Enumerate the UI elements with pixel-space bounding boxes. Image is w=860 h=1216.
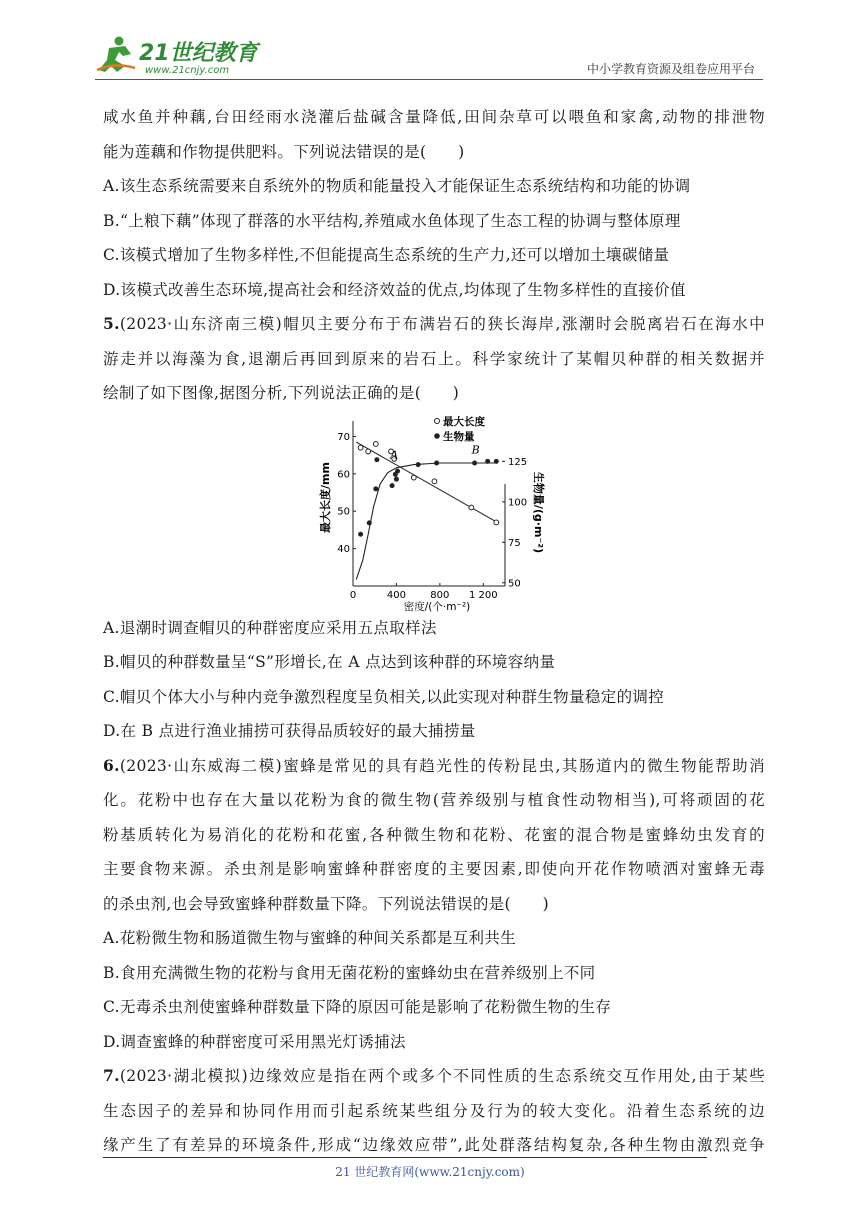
q5-number: 5.: [103, 314, 120, 333]
q5-option-a: A.退潮时调查帽贝的种群密度应采用五点取样法: [103, 618, 437, 637]
q6-option-b: B.食用充满微生物的花粉与食用无菌花粉的蜜蜂幼虫在营养级别上不同: [103, 963, 596, 982]
right-tick-label: 50: [508, 577, 521, 589]
q4-option-b: B.“上粮下藕”体现了群落的水平结构,养殖咸水鱼体现了生态工程的协调与整体原理: [103, 211, 681, 230]
q5-option-d: D.在 B 点进行渔业捕捞可获得品质较好的最大捕捞量: [103, 722, 476, 740]
biomass-point: [390, 483, 395, 488]
point-annotation: B: [471, 443, 480, 457]
biomass-point: [374, 457, 379, 462]
q6-option-c: C.无毒杀虫剂使蜜蜂种群数量下降的原因可能是影响了花粉微生物的生存: [103, 998, 612, 1016]
x-axis-label: 密度/(个·m⁻²): [403, 600, 471, 613]
chart-svg: [313, 411, 543, 611]
length-point: [411, 475, 416, 480]
left-tick-label: 50: [337, 506, 350, 518]
biomass-point: [416, 462, 421, 467]
q7-stem-line: 缘产生了有差异的环境条件,形成“边缘效应带”,此处群落结构复杂,各种生物由激烈竞争: [103, 1136, 765, 1154]
biomass-point: [395, 468, 400, 473]
q6-stem-text: (2023·山东威海二模)蜜蜂是常见的具有趋光性的传粉昆虫,其肠道内的微生物能帮助消: [119, 756, 765, 775]
right-axis-label: 生物量/(g·m⁻²): [532, 471, 545, 553]
q6-stem-line: 的杀虫剂,也会导致蜜蜂种群数量下降。下列说法错误的是( ): [103, 894, 550, 913]
biomass-point: [358, 531, 363, 536]
q6-option-a: A.花粉微生物和肠道微生物与蜜蜂的种间关系都是互利共生: [103, 929, 517, 947]
length-point: [358, 445, 363, 450]
q6-number: 6.: [103, 755, 120, 775]
length-point: [469, 505, 474, 510]
q5-stem-text: (2023·山东济南三模)帽贝主要分布于布满岩石的狭长海岸,涨潮时会脱离岩石在海水中: [119, 315, 765, 333]
q5-option-b: B.帽贝的种群数量呈“S”形增长,在 A 点达到该种群的环境容纳量: [103, 653, 556, 671]
footer-divider: [103, 1157, 707, 1158]
site-logo: [95, 32, 265, 76]
page-footer: 21 世纪教育网(www.21cnjy.com): [335, 1165, 525, 1179]
left-tick-label: 40: [337, 543, 350, 555]
length-point: [432, 478, 437, 483]
runner-icon: [97, 37, 135, 73]
left-tick-label: 70: [337, 431, 350, 443]
q6-stem-line: 化。花粉中也存在大量以花粉为食的微生物(营养级别与植食性动物相当),可将顽固的花: [103, 791, 765, 809]
q7-number: 7.: [103, 1066, 120, 1085]
x-tick-label: 0: [349, 589, 357, 601]
q6-stem-line: 粉基质转化为易消化的花粉和花蜜,各种微生物和花粉、花蜜的混合物是蜜蜂幼虫发育的: [103, 825, 765, 844]
q4-text-line: 咸水鱼并种藕,台田经雨水浇灌后盐碱含量降低,田间杂草可以喂鱼和家禽,动物的排泄物: [103, 108, 765, 126]
biomass-point: [472, 460, 477, 465]
right-tick-label: 75: [508, 537, 521, 549]
question-content: [103, 100, 765, 1163]
right-tick-label: 100: [508, 496, 528, 508]
q7-stem-line: 生态因子的差异和协同作用而引起系统某些组分及行为的较大变化。沿着生态系统的边: [103, 1101, 765, 1120]
legend-label: 生物量: [443, 430, 475, 443]
legend-marker-filled: [434, 433, 440, 439]
biomass-point: [485, 458, 490, 463]
q4-option-d: D.该模式改善生态环境,提高社会和经济效益的优点,均体现了生物多样性的直接价值: [103, 280, 686, 299]
biomass-point: [373, 486, 378, 491]
limpet-chart: [103, 411, 765, 611]
q6-option-d: D.调查蜜蜂的种群密度可采用黑光灯诱捕法: [103, 1032, 406, 1051]
header-divider: [95, 79, 763, 80]
biomass-point: [434, 460, 439, 465]
q4-option-c: C.该模式增加了生物多样性,不但能提高生态系统的生产力,还可以增加土壤碳储量: [103, 246, 670, 264]
length-point: [373, 441, 378, 446]
length-point: [494, 520, 499, 525]
biomass-point: [367, 520, 372, 525]
biomass-point: [494, 458, 499, 463]
q5-stem-line: 绘制了如下图像,据图分析,下列说法正确的是( ): [103, 384, 460, 402]
q7-stem-text: (2023·湖北模拟)边缘效应是指在两个或多个不同性质的生态系统交互作用处,由于某些: [119, 1067, 765, 1085]
biomass-point: [394, 476, 399, 481]
page-header: [95, 32, 763, 78]
length-point: [366, 449, 371, 454]
q4-option-a: A.该生态系统需要来自系统外的物质和能量投入才能保证生态系统结构和功能的协调: [103, 177, 691, 195]
q5-stem-line: 游走并以海藻为食,退潮后再回到原来的岩石上。科学家统计了某帽贝种群的相关数据并: [103, 349, 765, 368]
q6-stem-line: 主要食物来源。杀虫剂是影响蜜蜂种群密度的主要因素,即使向开花作物喷洒对蜜蜂无毒: [103, 860, 765, 878]
left-tick-label: 60: [337, 468, 350, 480]
x-tick-label: 1 200: [468, 589, 498, 601]
x-tick-label: 800: [430, 589, 450, 601]
logo-url: www.21cnjy.com: [145, 65, 230, 76]
left-axis-label: 最大长度/mm: [319, 461, 332, 533]
q6-stem-line: [103, 749, 765, 784]
q5-stem-line: [103, 307, 765, 342]
x-tick-label: 400: [386, 589, 406, 601]
legend-label: 最大长度: [443, 415, 485, 428]
q4-text-line: 能为莲藕和作物提供肥料。下列说法错误的是( ): [103, 142, 465, 161]
right-tick-label: 125: [508, 456, 528, 468]
logo-text: 21世纪教育: [139, 41, 258, 66]
biomass-curve: [356, 463, 497, 580]
q5-option-c: C.帽贝个体大小与种内竞争激烈程度呈负相关,以此实现对种群生物量稳定的调控: [103, 687, 665, 706]
q7-stem-line: [103, 1059, 765, 1094]
legend-marker-open: [435, 418, 440, 423]
point-annotation: A: [390, 447, 399, 461]
platform-name: 中小学教育资源及组卷应用平台: [586, 62, 755, 76]
